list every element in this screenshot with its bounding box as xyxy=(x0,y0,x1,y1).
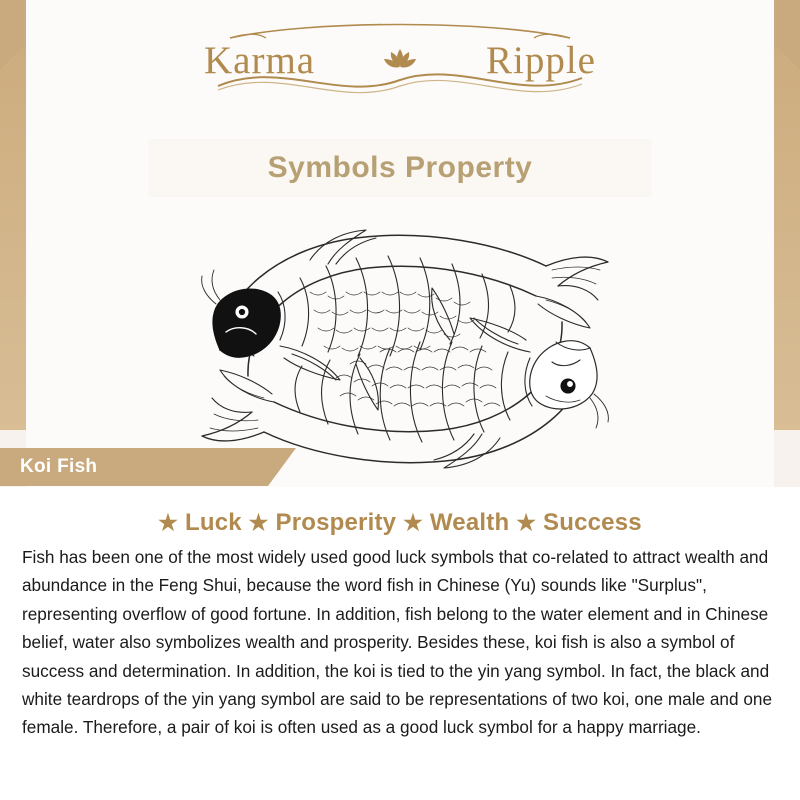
brand-name-left: Karma xyxy=(204,39,316,82)
star-icon: ★ xyxy=(516,510,537,535)
symbol-name-label: Koi Fish xyxy=(20,456,98,477)
description-section xyxy=(0,487,800,800)
keyword-list xyxy=(22,509,778,537)
star-icon: ★ xyxy=(158,510,179,535)
brand-logo xyxy=(190,16,610,102)
star-icon: ★ xyxy=(248,510,269,535)
keyword-luck: Luck xyxy=(184,509,242,536)
section-title-bar xyxy=(150,140,650,196)
symbol-name-tab xyxy=(0,448,268,486)
brand-name-right: Ripple xyxy=(486,39,596,82)
page-title: Symbols Property xyxy=(267,151,533,184)
keyword-wealth: Wealth xyxy=(429,509,510,536)
star-icon: ★ xyxy=(403,510,424,535)
brand-header xyxy=(26,0,774,118)
keyword-success: Success xyxy=(543,509,642,536)
keyword-prosperity: Prosperity xyxy=(275,509,397,536)
description-paragraph: Fish has been one of the most widely used good luck symbols that co-related to attract wealth and abundance in the Feng Shui, because the word fish in Chinese (Yu) sounds like "Surplus", representing overflow of good fortune. In addition, fish belong to the water element and in Chinese belief, water also symbolizes wealth and prosperity. Besides these, koi fish is also a symbol of success and determination. In addition, the koi is tied to the yin yang symbol. In fact, the black and white teardrops of the yin yang symbol are said to be representations of two koi, one male and one female. Therefore, a pair of koi is often used as a good luck symbol for a happy marriage. xyxy=(22,547,773,738)
